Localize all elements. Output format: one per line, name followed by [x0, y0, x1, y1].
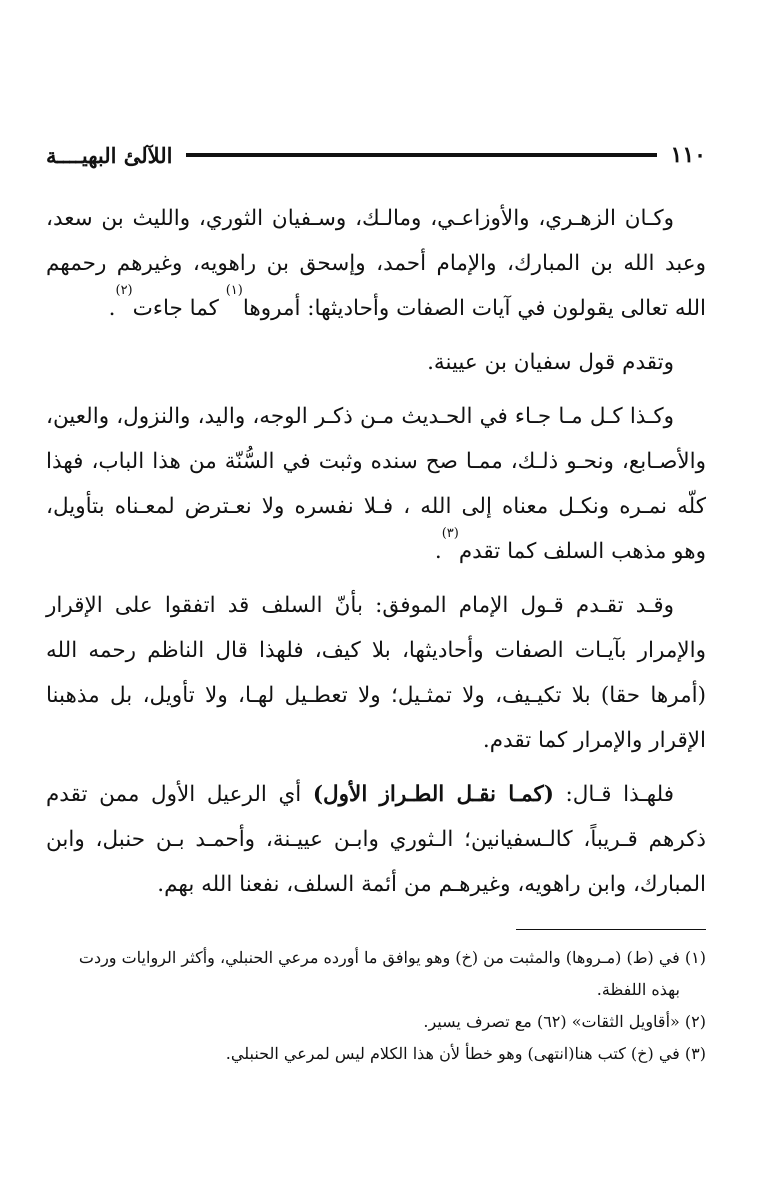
footnote-separator [516, 929, 706, 930]
footnotes [46, 942, 706, 1070]
paragraph-1: وكـان الزهـري، والأوزاعـي، ومالـك، وسـفيان الثوري، والليث بن سعد، وعبد الله بن المبارك، والإمام أحمد، وإسحق بن راهويه، وغيرهم رحمهم الله تعالى يقولون في آيات الصفات وأحاديثها: أمروها$^{(١)}$ كما جاءت$^{(٢)}$. [46, 206, 706, 321]
footnote-number: (٢) [684, 1012, 706, 1031]
footnote-ref-3[interactable]: (٣) [441, 526, 459, 541]
footnote-1 [46, 942, 706, 1006]
page-header [46, 138, 706, 172]
footnote-text: في (خ) كتب هنا(انتهى) وهو خطأ لأن هذا الكلام ليس لمرعي الحنبلي. [225, 1044, 680, 1063]
paragraph-3: وكـذا كـل مـا جـاء في الحـديث مـن ذكـر الوجه، واليد، والنزول، والعين، والأصـابع، ونحـو ذلـك، ممـا صح سنده وثبت في السُّنّة من هذا الباب، فهذا كلّه نمـره ونكـل معناه إلى الله ، فـلا نفسره ولا نعـترض لمعـناه بتأويل، وهو مذهب السلف كما تقدم$^{(٣)}$. [46, 404, 706, 564]
paragraph-2: وتقدم قول سفيان بن عيينة. [427, 350, 674, 375]
footnote-text: في (ط) (مـروها) والمثبت من (خ) وهو يوافق ما أورده مرعي الحنبلي، وأكثر الروايات وردت [78, 948, 680, 967]
quoted-verse: (كمـا نقـل الطـراز الأول) [312, 782, 554, 807]
footnote-3 [46, 1038, 706, 1070]
footnote-ref-1[interactable]: (١) [225, 283, 243, 298]
footnote-2 [46, 1006, 706, 1038]
footnote-text: «أقاويل الثقات» (٦٢) مع تصرف يسير. [423, 1012, 680, 1031]
footnote-ref-2[interactable]: (٢) [115, 283, 133, 298]
paragraph-4: وقـد تقـدم قـول الإمام الموفق: بأنّ السلف قد اتفقوا على الإقرار والإمرار بآيـات الصفات وأحاديثها، بلا كيف، فلهذا قال الناظم رحمه الله (أمرها حقا) بلا تكيـيف، ولا تمثـيل؛ ولا تعطـيل لهـا، ولا تأويل، بل مذهبنا الإقرار والإمرار كما تقدم. [46, 593, 706, 753]
running-title: اللآلئ البهيــــة [46, 142, 173, 168]
main-text [46, 196, 706, 916]
page-number: ١١٠ [670, 142, 706, 168]
header-rule [186, 153, 656, 157]
footnote-number: (١) [684, 948, 706, 967]
footnote-continuation: بهذه اللفظة. [596, 980, 680, 999]
paragraph-5: فلهـذا قـال: (كمـا نقـل الطـراز الأول) أي الرعيل الأول ممن تقدم ذكرهم قـريباً، كالـسفيانين؛ الـثوري وابـن عييـنة، وأحمـد بـن حنبل، وابن المبارك، وابن راهويه، وغيرهـم من أئمة السلف، نفعنا الله بهم. [46, 782, 706, 897]
footnote-number: (٣) [684, 1044, 706, 1063]
